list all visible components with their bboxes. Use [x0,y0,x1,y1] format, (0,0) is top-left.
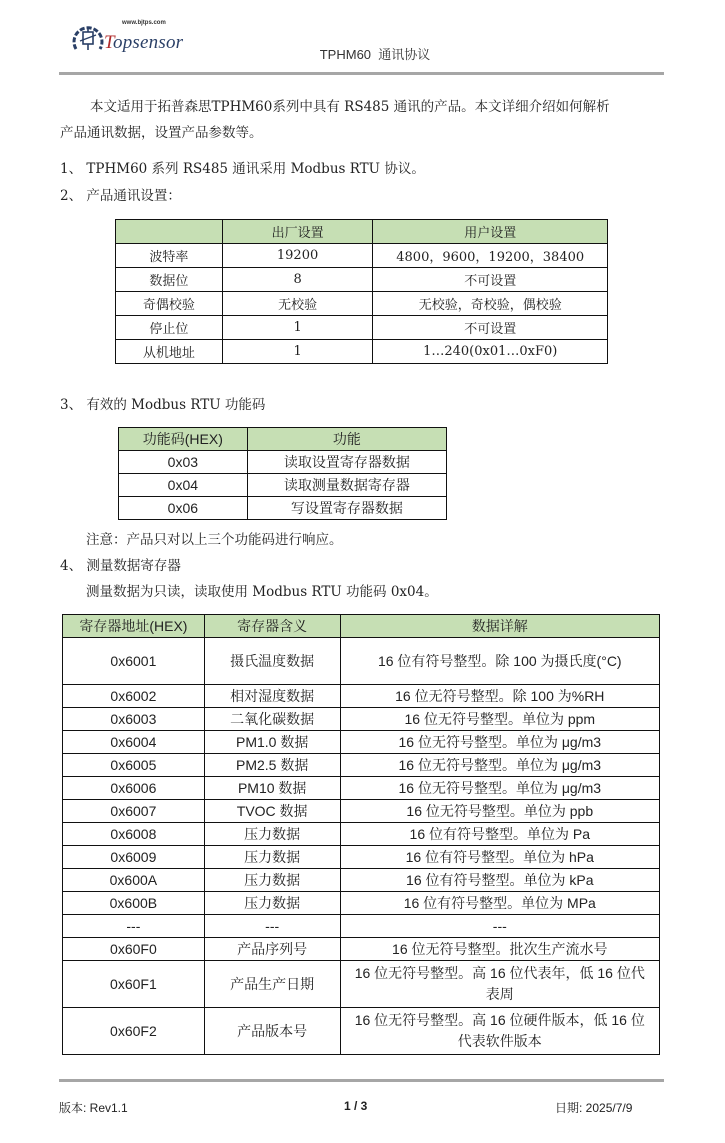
register-table [62,614,660,1055]
document-title: TPHM60 通讯协议 [319,47,431,62]
table-cell: 16 位有符号整型。单位为 hPa [340,846,659,869]
table-cell: 0x6007 [63,800,205,823]
table-cell: 无校验 [222,292,373,316]
table-cell: 16 位有符号整型。单位为 Pa [340,823,659,846]
table-cell: 0x600B [63,892,205,915]
table-row [116,316,608,340]
table-cell: 4800，9600，19200，38400 [373,244,608,268]
table-cell: 16 位无符号整型。单位为 ppm [340,708,659,731]
table-cell: 0x60F1 [63,961,205,1008]
table-cell: 0x6005 [63,754,205,777]
table-cell: 读取测量数据寄存器 [247,474,446,497]
table-cell: 压力数据 [204,846,340,869]
table-cell: 压力数据 [204,869,340,892]
table-cell: PM10 数据 [204,777,340,800]
table-cell: 19200 [222,244,373,268]
header-cell: 出厂设置 [222,220,373,244]
table-cell: 产品版本号 [204,1008,340,1055]
item-4-description: 测量数据为只读，读取使用 Modbus RTU 功能码 0x04。 [86,584,438,600]
item-2: 2、 产品通讯设置： [60,188,181,204]
footer-page-number: 1 / 3 [344,1099,368,1113]
item-1: 1、 TPHM60 系列 RS485 通讯采用 Modbus RTU 协议。 [60,161,425,177]
table-row [63,1008,660,1055]
table-cell: 0x60F0 [63,938,205,961]
table-row [63,708,660,731]
header-cell: 寄存器含义 [204,615,340,638]
table-row [63,892,660,915]
table-cell: 0x600A [63,869,205,892]
table-cell: --- [63,915,205,938]
table-cell: 0x6002 [63,685,205,708]
table-cell: PM2.5 数据 [204,754,340,777]
table-cell: 数据位 [116,268,223,292]
table-cell: 1 [222,340,373,364]
header-cell: 用户设置 [373,220,608,244]
table-cell: 1 [222,316,373,340]
table-row [119,474,447,497]
table-cell: 0x03 [119,451,248,474]
table-cell: 16 位无符号整型。单位为 μg/m3 [340,731,659,754]
table-row [63,915,660,938]
table-row [116,340,608,364]
table-cell: --- [204,915,340,938]
header-cell: 数据详解 [340,615,659,638]
intro-line-1: 本文适用于拓普森思TPHM60系列中具有 RS485 通讯的产品。本文详细介绍如何解析 [90,99,610,115]
footer-divider [59,1079,664,1082]
table-row [119,451,447,474]
table-cell: 16 位有符号整型。单位为 MPa [340,892,659,915]
table-cell: 0x6001 [63,638,205,685]
note: 注意：产品只对以上三个功能码进行响应。 [86,532,343,548]
table-row [63,869,660,892]
table-cell: 相对湿度数据 [204,685,340,708]
table-row [119,497,447,520]
table-cell: 16 位无符号整型。单位为 μg/m3 [340,754,659,777]
header-divider [59,72,664,75]
table-row [116,292,608,316]
table-cell: 1…240(0x01…0xF0) [373,340,608,364]
table-cell: 0x6008 [63,823,205,846]
logo-name-rest: opsensor [113,32,184,53]
table-cell: 摄氏温度数据 [204,638,340,685]
table-header-row [63,615,660,638]
table-cell: 16 位无符号整型。批次生产流水号 [340,938,659,961]
table-cell: 读取设置寄存器数据 [247,451,446,474]
table-cell: 0x6009 [63,846,205,869]
table-cell: 压力数据 [204,892,340,915]
header-cell [116,220,223,244]
table-row [116,244,608,268]
table-row [63,754,660,777]
table-cell: PM1.0 数据 [204,731,340,754]
table-cell: 不可设置 [373,316,608,340]
table-cell: 0x06 [119,497,248,520]
table-cell: 0x6006 [63,777,205,800]
table-cell: 波特率 [116,244,223,268]
table-cell: 不可设置 [373,268,608,292]
table-row [63,777,660,800]
table-cell: 停止位 [116,316,223,340]
table-row [63,685,660,708]
table-cell: 16 位无符号整型。高 16 位代表年，低 16 位代表周 [340,961,659,1008]
table-row [63,800,660,823]
table-cell: 0x6003 [63,708,205,731]
item-4: 4、 测量数据寄存器 [60,558,181,574]
table-row [63,731,660,754]
table-cell: 16 位无符号整型。高 16 位硬件版本，低 16 位代表软件版本 [340,1008,659,1055]
intro-line-2: 产品通讯数据，设置产品参数等。 [60,125,263,141]
table-cell: 16 位无符号整型。单位为 μg/m3 [340,777,659,800]
table-cell: 压力数据 [204,823,340,846]
table-cell: 16 位无符号整型。除 100 为%RH [340,685,659,708]
table-row [63,846,660,869]
table-cell: 产品生产日期 [204,961,340,1008]
table-cell: 二氧化碳数据 [204,708,340,731]
table-cell: --- [340,915,659,938]
table-cell: 0x60F2 [63,1008,205,1055]
table-cell: 奇偶校验 [116,292,223,316]
table-cell: 0x04 [119,474,248,497]
table-cell: 0x6004 [63,731,205,754]
header-cell: 寄存器地址(HEX) [63,615,205,638]
table-header-row [116,220,608,244]
table-header-row [119,428,447,451]
table-cell: 16 位有符号整型。单位为 kPa [340,869,659,892]
table-cell: 16 位无符号整型。单位为 ppb [340,800,659,823]
table-row [63,961,660,1008]
table-cell: 写设置寄存器数据 [247,497,446,520]
logo-initial: T [104,32,114,53]
header-cell: 功能码(HEX) [119,428,248,451]
footer-version: 版本: Rev1.1 [59,1101,128,1115]
table-cell: 无校验，奇校验，偶校验 [373,292,608,316]
header-cell: 功能 [247,428,446,451]
table-cell: TVOC 数据 [204,800,340,823]
comm-settings-table [115,219,608,364]
table-cell: 8 [222,268,373,292]
table-row [63,638,660,685]
table-row [63,823,660,846]
table-cell: 产品序列号 [204,938,340,961]
table-cell: 16 位有符号整型。除 100 为摄氏度(°C) [340,638,659,685]
table-row [116,268,608,292]
item-3: 3、 有效的 Modbus RTU 功能码 [60,397,266,413]
function-code-table [118,427,447,520]
footer-date: 日期: 2025/7/9 [555,1101,633,1115]
register-table-body [63,638,660,1055]
table-row [63,938,660,961]
logo-url: www.bjtps.com [122,20,166,26]
table-cell: 从机地址 [116,340,223,364]
